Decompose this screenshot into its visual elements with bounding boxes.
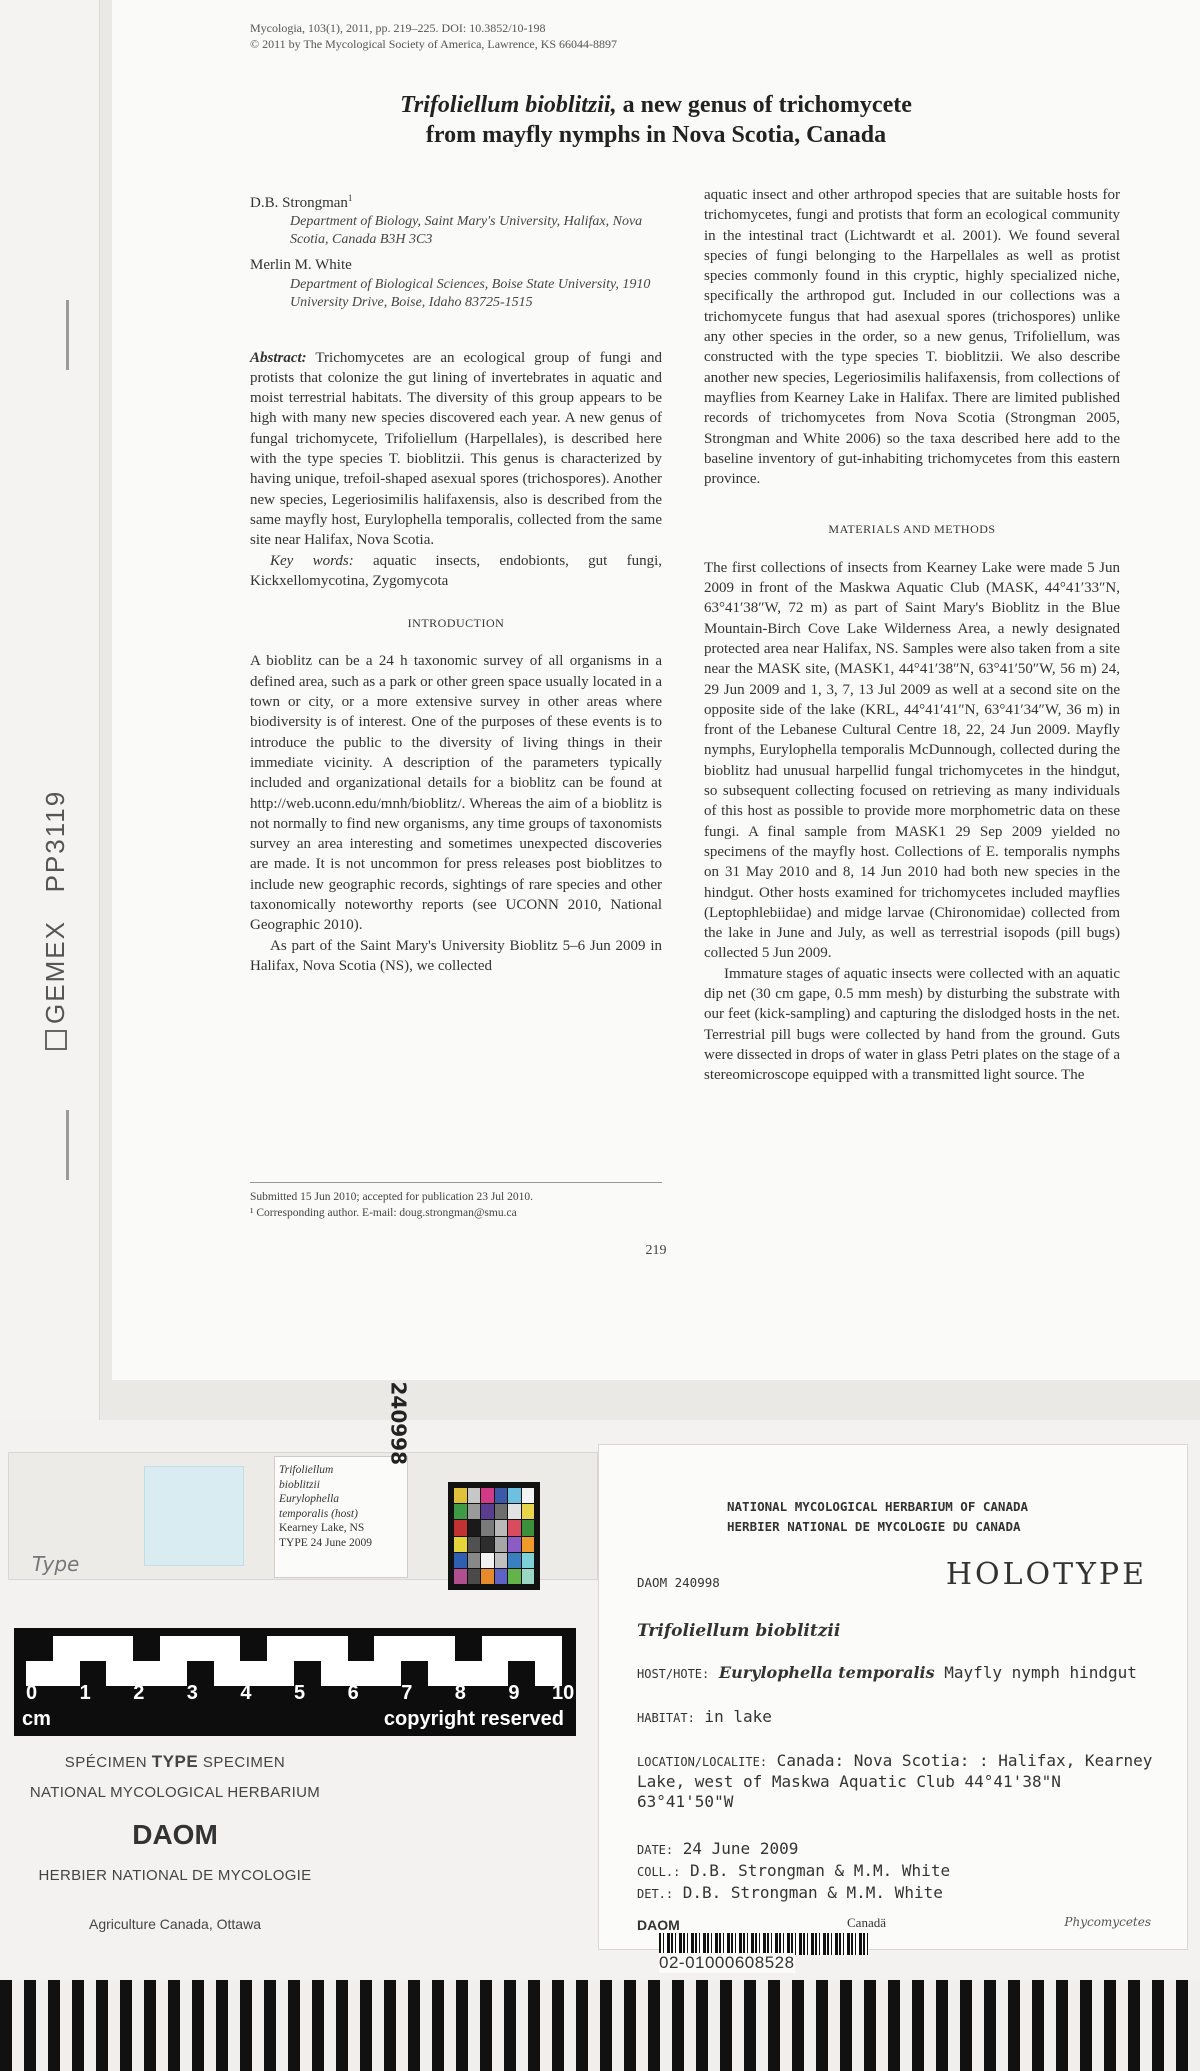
holotype-label [598,1444,1188,1972]
color-patch [522,1537,535,1552]
packet-label-line: bioblitzii [279,1478,320,1491]
microscope-slide [144,1466,244,1566]
label-habitat: HABITAT: in lake [637,1707,772,1726]
stamp-daom: DAOM [132,1819,218,1850]
abstract-label: Abstract: [250,349,307,366]
barcode-number: 02-01000608528 [659,1953,795,1972]
color-patch [481,1569,494,1584]
ruler-unit: cm [22,1708,51,1730]
ruler-number: 10 [552,1682,575,1704]
ruler-segment [240,1636,267,1661]
color-patch [522,1553,535,1568]
accession-number: DAOM 240998 [637,1575,720,1590]
color-calibration-chart [448,1482,540,1590]
section-heading: MATERIALS AND METHODS [828,522,996,537]
label-category: Phycomycetes [1064,1915,1151,1929]
label-header-line: NATIONAL MYCOLOGICAL HERBARIUM OF CANADA [727,1499,1029,1514]
scale-ruler [14,1628,576,1736]
color-patch [495,1537,508,1552]
strip-mark [66,1110,69,1180]
color-patch [522,1488,535,1503]
journal-header [250,20,617,52]
ruler-number: 5 [294,1682,306,1704]
gemex-brand-text: GEMEX [40,920,70,1024]
title-genus: Trifoliellum bioblitzii, [400,92,617,118]
species-name: Trifoliellum bioblitzii [637,1621,841,1641]
color-patch [468,1569,481,1584]
color-patch [508,1520,521,1535]
section-heading: INTRODUCTION [407,616,505,631]
ruler-number: 0 [26,1682,38,1704]
color-patch [495,1504,508,1519]
footnote: Submitted 15 Jun 2010; accepted for publication 23 Jul 2010. [250,1191,533,1203]
color-patch [481,1488,494,1503]
color-patch [522,1520,535,1535]
abstract-text: Trichomycetes are an ecological group of fungi and protists that colonize the gut lining of invertebrates in aquatic and moist terrestrial habitats. The diversity of this group appears to be high with many new species discovered each year. A new genus of fungal trichomycete, Trifoliellum (Harpellales), is described here with the type species T. bioblitzii. This genus is characterized by having unique, trefoil-shaped asexual spores (trichospores). Another new species, Legeriosimilis halifaxensis, also is described from the same mayfly host, Eurylophella temporalis, collected from the same site near Halifax, Nova Scotia. [250,349,663,549]
title-line1: a new genus of trichomycete [616,92,912,118]
article-title [112,90,1200,150]
keywords [250,551,662,592]
stamp-line: HERBIER NATIONAL DE MYCOLOGIE [38,1867,312,1884]
journal-citation: Mycologia, 103(1), 2011, pp. 219–225. DOI: 10.3852/10-198 [250,21,546,35]
ruler-number: 7 [401,1682,413,1704]
packet-label-line: temporalis (host) [279,1507,358,1520]
label-date: DATE: 24 June 2009 [637,1839,799,1858]
color-patch [495,1569,508,1584]
packet-label-line: TYPE 24 June 2009 [279,1536,372,1549]
color-patch [468,1488,481,1503]
color-patch [468,1520,481,1535]
gemex-code: PP3119 [40,789,70,893]
color-patch [454,1569,467,1584]
ruler-segment [133,1636,160,1661]
stamp-line: NATIONAL MYCOLOGICAL HERBARIUM [29,1784,321,1801]
title-line2: from mayfly nymphs in Nova Scotia, Canada [425,122,887,148]
color-patch [468,1537,481,1552]
label-host: HOST/HOTE: Eurylophella temporalis Mayfly nymph hindgut [637,1663,1137,1682]
author-name: D.B. Strongman$^1$ [250,193,353,211]
paragraph: Immature stages of aquatic insects were collected with an aquatic dip net (30 cm gape, 0.5 mm mesh) by disturbing the substrate with our feet (kick-sampling) and capturing the dislodged hosts in the net. Terrestrial pill bugs were collected by hand from the ground. Guts were dissected in drops of water in glass Petri plates on the stage of a stereomicroscope equipped with a transmitted light source. The [704,965,1120,1084]
color-patch [508,1569,521,1584]
author-name: Merlin M. White [250,257,352,274]
color-patch [508,1488,521,1503]
packet-label-line: Eurylophella [279,1493,340,1505]
color-patch [495,1553,508,1568]
gemex-brand [40,790,71,1050]
label-determiner: DET.: D.B. Strongman & M.M. White [637,1883,943,1902]
abstract [250,348,662,551]
label-header [727,1497,1028,1537]
color-patch [454,1553,467,1568]
author-affiliation: Department of Biological Sciences, Boise State University, 1910 University Drive, Boise, Idaho 83725-1515 [290,276,651,310]
type-status: HOLOTYPE [945,1557,1147,1592]
color-patch [481,1537,494,1552]
color-patch [522,1569,535,1584]
paragraph: aquatic insect and other arthropod species that are suitable hosts for trichomycetes, fungi and protists that form an ecological community in the intestinal tract (Lichtwardt et al. 2001). We found several species of fungi belonging to the Harpellales as well as protist species commonly found in this cryptic, highly specialized niche, specifically the arthropod gut. Included in our collections was a trichomycete fungus that had asexual spores (trichospores) unlike any other species in the order, so a new genus, Trifoliellum, was constructed with the type species T. bioblitzii. We also describe another new species, Legeriosimilis halifaxensis, from collections of mayflies from Kearney Lake in Halifax. There are limited published records of trichomycetes from Nova Scotia (Strongman 2005, Strongman and White 2006) so the taxa described here add to the baseline inventory of gut-inhabiting trichomycetes from this eastern province. [704,187,1120,488]
journal-copyright: © 2011 by The Mycological Society of America, Lawrence, KS 66044-8897 [250,37,618,51]
packet-label [274,1381,410,1578]
footnote: ¹ Corresponding author. E-mail: doug.strongman@smu.ca [250,1207,517,1219]
barcode [659,1933,869,1955]
right-column [704,185,1120,1085]
label-footer-daom: DAOM [637,1917,680,1933]
ruler-copyright: copyright reserved [383,1708,564,1730]
canada-wordmark: Canadä [847,1915,886,1930]
ruler-number: 4 [240,1682,252,1704]
keywords-text: aquatic insects, endobionts, gut fungi, Kickxellomycotina, Zygomycota [250,552,662,589]
author-affiliation: Department of Biology, Saint Mary's University, Halifax, Nova Scotia, Canada B3H 3C3 [290,214,643,248]
footnotes [250,1182,662,1221]
color-patch [481,1553,494,1568]
paragraph: As part of the Saint Mary's University Bioblitz 5–6 Jun 2009 in Halifax, Nova Scotia (NS), we collected [250,937,662,974]
left-column [250,188,662,976]
ruler-number: 1 [79,1682,91,1704]
label-collector: COLL.: D.B. Strongman & M.M. White [637,1861,951,1880]
strip-mark [66,300,69,370]
keywords-label: Key words: [270,552,354,569]
handwritten-type-mark: Type [32,1552,80,1576]
paragraph: A bioblitz can be a 24 h taxonomic survey of all organisms in a defined area, such as a park or other green space usually located in a town or city, or a more extensive survey in other areas where biodiversity is of interest. One of the purposes of these events is to introduce the public to the diversity of living things in their immediate vicinity. A description of the parameters typically included and organizational details for a bioblitz can be found at http://web.uconn.edu/mnh/bioblitz/. Whereas the aim of a bioblitz is not normally to find new organisms, any time groups of taxonomists survey an area interesting and sometimes unexpected discoveries are made. It is not uncommon for press releases post bioblitzes to include new geographic records, sightings of rare species and other taxonomically noteworthy reports (see UCONN 2010, National Geographic 2010). [250,653,662,934]
color-patch [508,1504,521,1519]
handwritten-accession: 240998 [386,1381,410,1465]
color-patch [481,1520,494,1535]
color-patch [454,1537,467,1552]
bottom-stripe [0,1980,1200,2071]
stamp-type-line: SPÉCIMEN TYPE SPECIMEN [64,1752,286,1771]
color-patch [454,1504,467,1519]
stamp-line: Agriculture Canada, Ottawa [89,1916,261,1932]
journal-page [112,0,1200,1380]
ruler-number: 3 [186,1682,198,1704]
color-patch [481,1504,494,1519]
ruler-number: 6 [347,1682,359,1704]
color-patch [468,1553,481,1568]
gemex-logo-icon [45,1030,67,1050]
specimen-strip [0,0,100,1420]
color-patch [522,1504,535,1519]
ruler-segment [348,1636,375,1661]
color-patch [454,1488,467,1503]
packet-label-line: Kearney Lake, NS [279,1522,365,1534]
label-location: LOCATION/LOCALITE: Canada: Nova Scotia: : Halifax, Kearney Lake, west of Maskwa Aquatic Club 44°41'38"N 63°41'50"W [637,1751,1153,1811]
packet-label-line: Trifoliellum [279,1464,334,1476]
ruler-number: 2 [133,1682,145,1704]
ruler-segment [455,1636,482,1661]
ruler-segment [26,1636,53,1661]
ruler-bars [26,1636,562,1686]
paragraph: The first collections of insects from Kearney Lake were made 5 Jun 2009 in front of the Maskwa Aquatic Club (MASK, 44°41′33″N, 63°41′38″W, 72 m) as part of Saint Mary's Bioblitz in the Blue Mountain-Birch Cove Lake Wilderness Area, a newly designated protected area near Halifax, NS. Samples were also taken from a site near the MASK site, (MASK1, 44°41′38″N, 63°41′50″W, 56 m) 24, 29 Jun 2009 and 1, 3, 7, 13 Jul 2009 as well at a second site on the opposite side of the lake (KRL, 44°41′41″N, 63°41′34″W, 36 m) in front of the Lebanese Cultural Centre 18, 22, 24 Jun 2009. Mayfly nymphs, Eurylophella temporalis McDunnough, collected during the bioblitz had unusual harpellid fungal trichomycetes in the hindgut, so subsequent collecting focused on retrieving as many individuals of this host as possible to provide more morphometric data on these fungi. A final sample from MASK1 29 Sep 2009 yielded no specimens of the mayfly host. Collections of E. temporalis nymphs on 31 May 2010 and 8, 14 Jun 2010 had both new species in the hindgut. Other hosts examined for trichomycetes included mayflies (Leptophlebiidae) and midge larvae (Chironomidae) collected from the lake in June and July, as well as terrestrial isopods (pill bugs) collected 5 Jun 2009. [704,559,1120,962]
label-header-line: HERBIER NATIONAL DE MYCOLOGIE DU CANADA [727,1519,1021,1534]
page-number: 219 [645,1243,667,1258]
herbarium-stamp [0,1752,350,1932]
color-patch [508,1537,521,1552]
color-patch [454,1520,467,1535]
color-patch [495,1488,508,1503]
color-patch [495,1520,508,1535]
ruler-number: 9 [508,1682,520,1704]
color-patch [468,1504,481,1519]
ruler-number: 8 [454,1682,466,1704]
color-patch [508,1553,521,1568]
